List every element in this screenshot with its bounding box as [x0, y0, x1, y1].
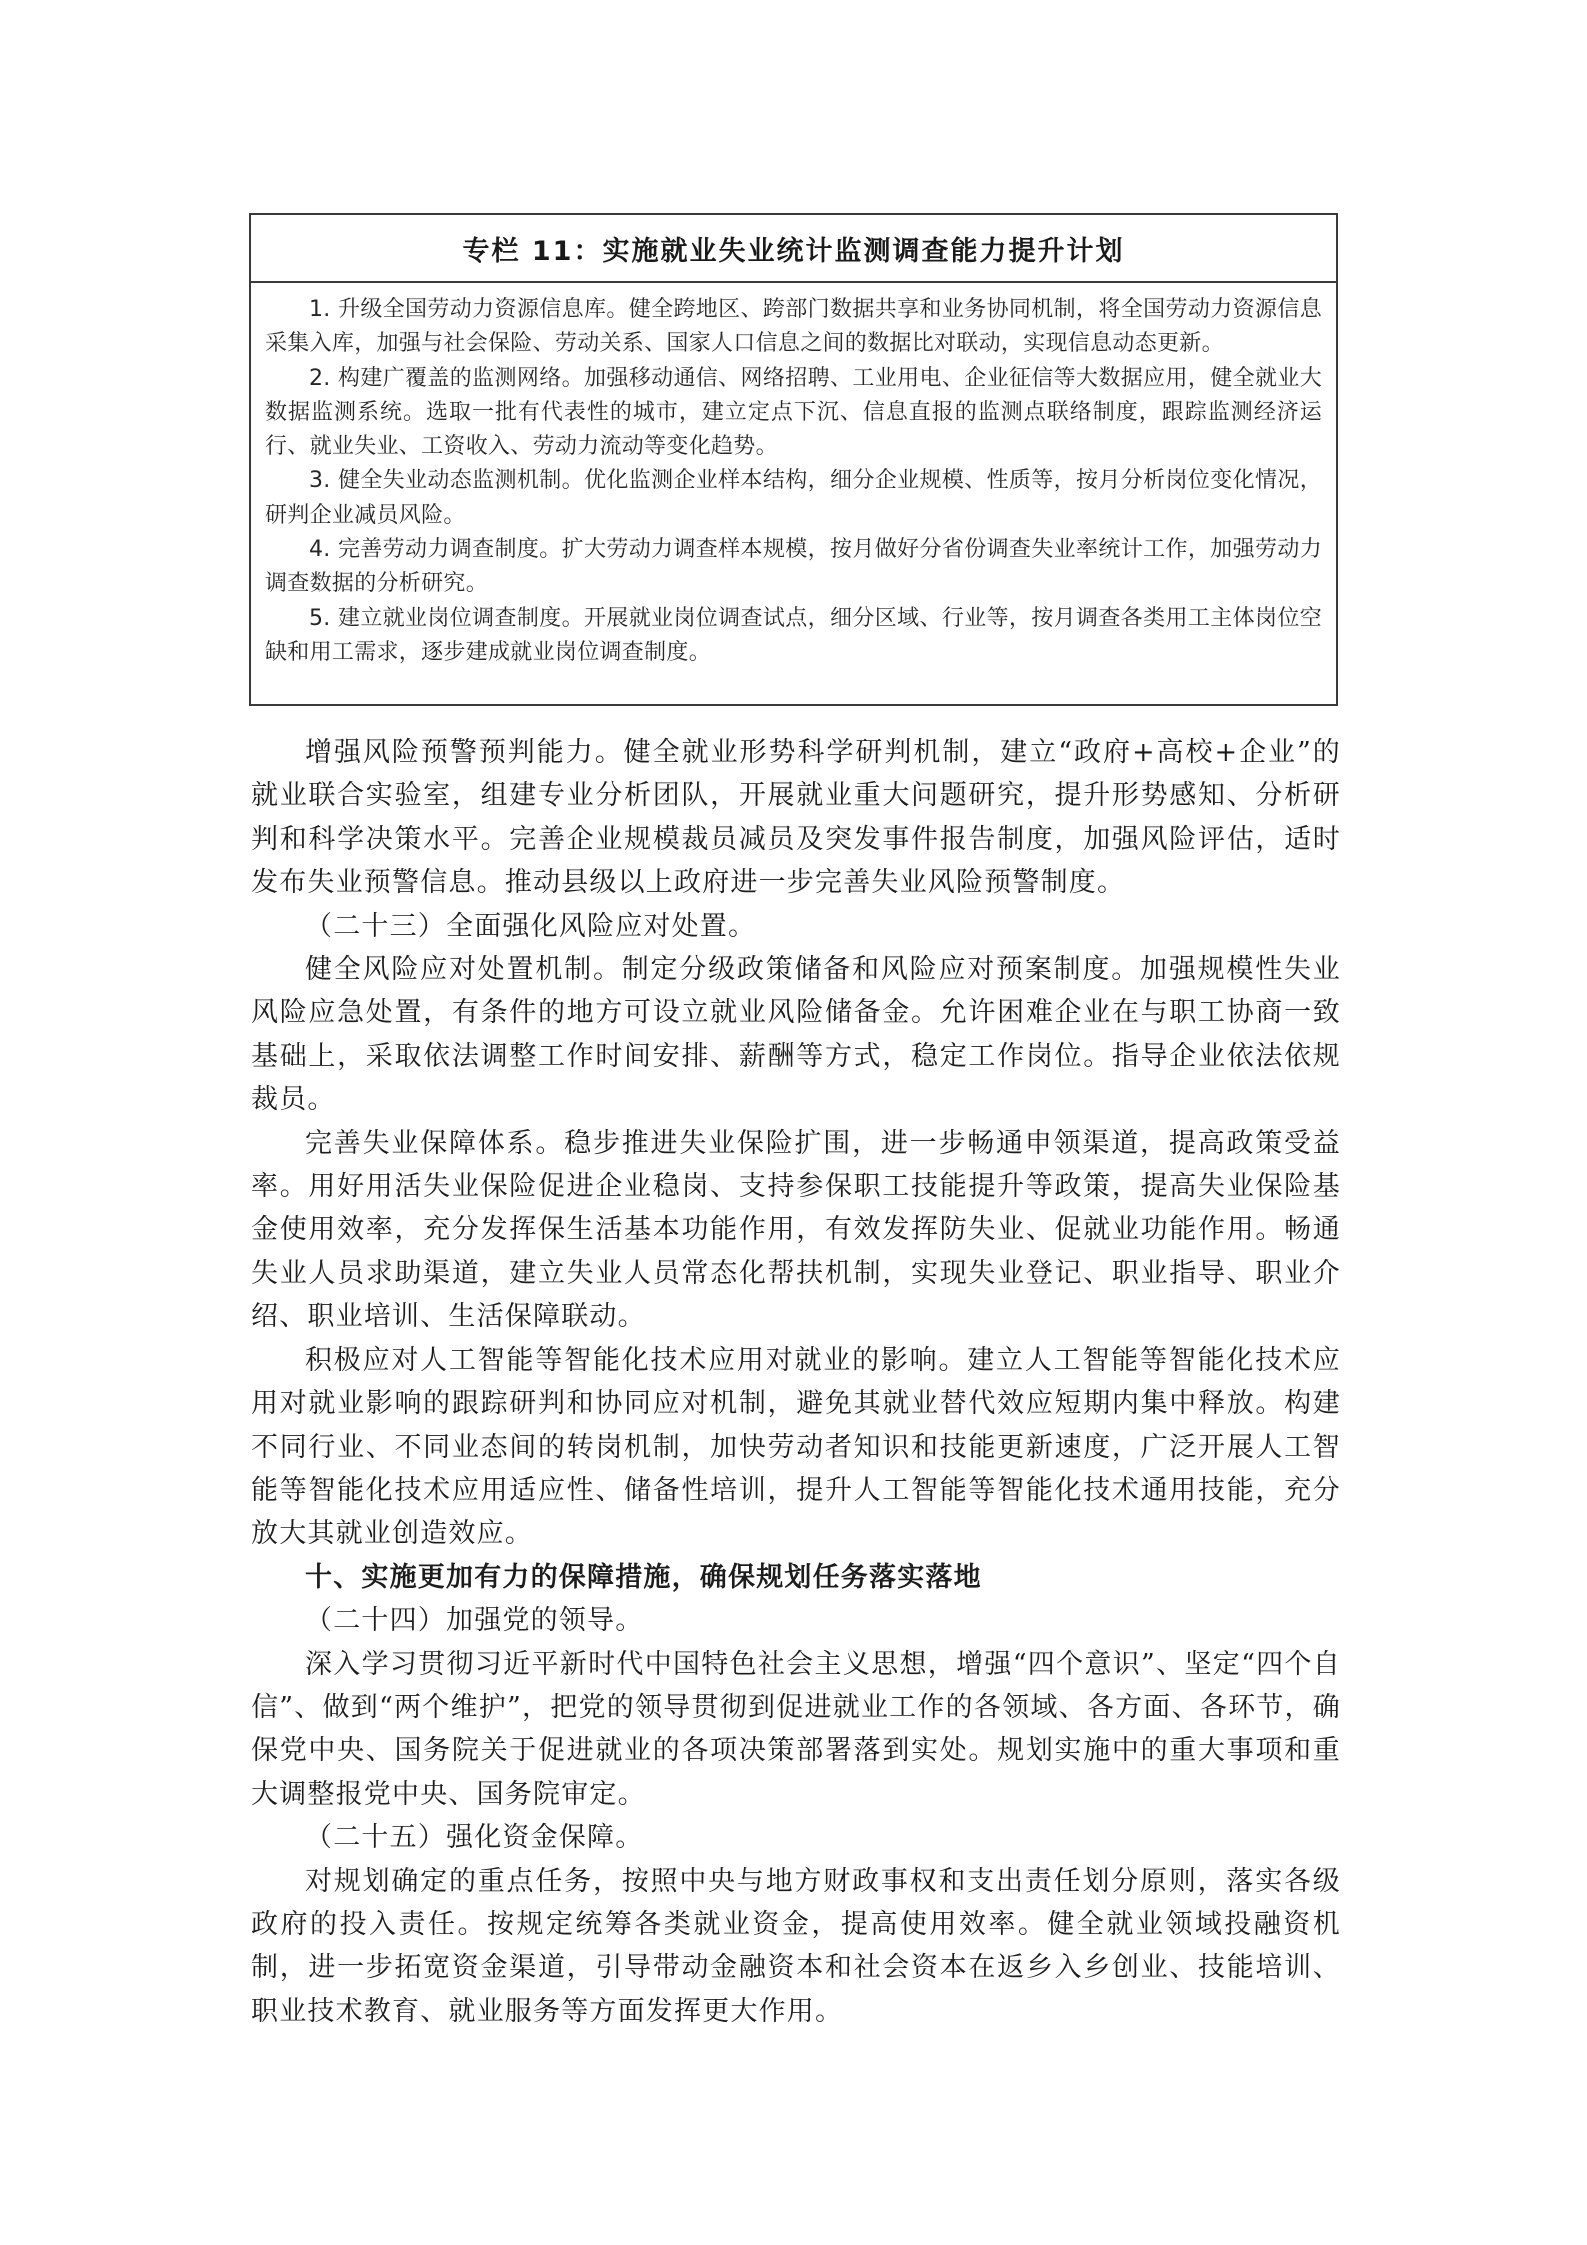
- subsection-heading: （二十五）强化资金保障。: [305, 1822, 644, 1854]
- paragraph: 对规划确定的重点任务，按照中央与地方财政事权和支出责任划分原则，落实各级政府的投入责任。按规定统筹各类就业资金，提高使用效率。健全就业领域投融资机制，进一步拓宽资金渠道，引导带动金融资本和社会资本在返乡入乡创业、技能培训、职业技术教育、就业服务等方面发挥更大作用。: [251, 1865, 1341, 2027]
- box-body: [251, 283, 1336, 670]
- paragraph: 完善失业保障体系。稳步推进失业保险扩围，进一步畅通申领渠道，提高政策受益率。用好用活失业保险促进企业稳岗、支持参保职工技能提升等政策，提高失业保险基金使用效率，充分发挥保生活基本功能作用，有效发挥防失业、促就业功能作用。畅通失业人员求助渠道，建立失业人员常态化帮扶机制，实现失业登记、职业指导、职业介绍、职业培训、生活保障联动。: [251, 1127, 1341, 1333]
- box-item: 4. 完善劳动力调查制度。扩大劳动力调查样本规模，按月做好分省份调查失业率统计工作，加强劳动力调查数据的分析研究。: [265, 537, 1322, 597]
- box-item: 1. 升级全国劳动力资源信息库。健全跨地区、跨部门数据共享和业务协同机制，将全国劳动力资源信息采集入库，加强与社会保险、劳动关系、国家人口信息之间的数据比对联动，实现信息动态更新。: [265, 297, 1322, 357]
- section-heading: 十、实施更加有力的保障措施，确保规划任务落实落地: [305, 1561, 982, 1593]
- paragraph: 深入学习贯彻习近平新时代中国特色社会主义思想，增强“四个意识”、坚定“四个自信”、做到“两个维护”，把党的领导贯彻到促进就业工作的各领域、各方面、各环节，确保党中央、国务院关于促进就业的各项决策部署落到实处。规划实施中的重大事项和重大调整报党中央、国务院审定。: [251, 1648, 1341, 1810]
- main-text: [251, 731, 1341, 2033]
- subsection-heading: （二十四）加强党的领导。: [305, 1605, 644, 1637]
- box-title: 专栏 11：实施就业失业统计监测调查能力提升计划: [251, 215, 1336, 283]
- paragraph: 增强风险预警预判能力。健全就业形势科学研判机制，建立“政府+高校+企业”的就业联合实验室，组建专业分析团队，开展就业重大问题研究，提升形势感知、分析研判和科学决策水平。完善企业规模裁员减员及突发事件报告制度，加强风险评估，适时发布失业预警信息。推动县级以上政府进一步完善失业风险预警制度。: [251, 737, 1341, 899]
- subsection-heading: （二十三）全面强化风险应对处置。: [305, 910, 757, 942]
- paragraph: 积极应对人工智能等智能化技术应用对就业的影响。建立人工智能等智能化技术应用对就业影响的跟踪研判和协同应对机制，避免其就业替代效应短期内集中释放。构建不同行业、不同业态间的转岗机制，加快劳动者知识和技能更新速度，广泛开展人工智能等智能化技术应用适应性、储备性培训，提升人工智能等智能化技术通用技能，充分放大其就业创造效应。: [251, 1344, 1341, 1550]
- feature-box: [249, 213, 1338, 706]
- box-item: 5. 建立就业岗位调查制度。开展就业岗位调查试点，细分区域、行业等，按月调查各类用工主体岗位空缺和用工需求，逐步建成就业岗位调查制度。: [265, 605, 1322, 665]
- box-item: 3. 健全失业动态监测机制。优化监测企业样本结构，细分企业规模、性质等，按月分析岗位变化情况，研判企业减员风险。: [265, 468, 1322, 528]
- box-item: 2. 构建广覆盖的监测网络。加强移动通信、网络招聘、工业用电、企业征信等大数据应用，健全就业大数据监测系统。选取一批有代表性的城市，建立定点下沉、信息直报的监测点联络制度，跟踪监测经济运行、就业失业、工资收入、劳动力流动等变化趋势。: [265, 365, 1322, 460]
- paragraph: 健全风险应对处置机制。制定分级政策储备和风险应对预案制度。加强规模性失业风险应急处置，有条件的地方可设立就业风险储备金。允许困难企业在与职工协商一致基础上，采取依法调整工作时间安排、薪酬等方式，稳定工作岗位。指导企业依法依规裁员。: [251, 954, 1341, 1116]
